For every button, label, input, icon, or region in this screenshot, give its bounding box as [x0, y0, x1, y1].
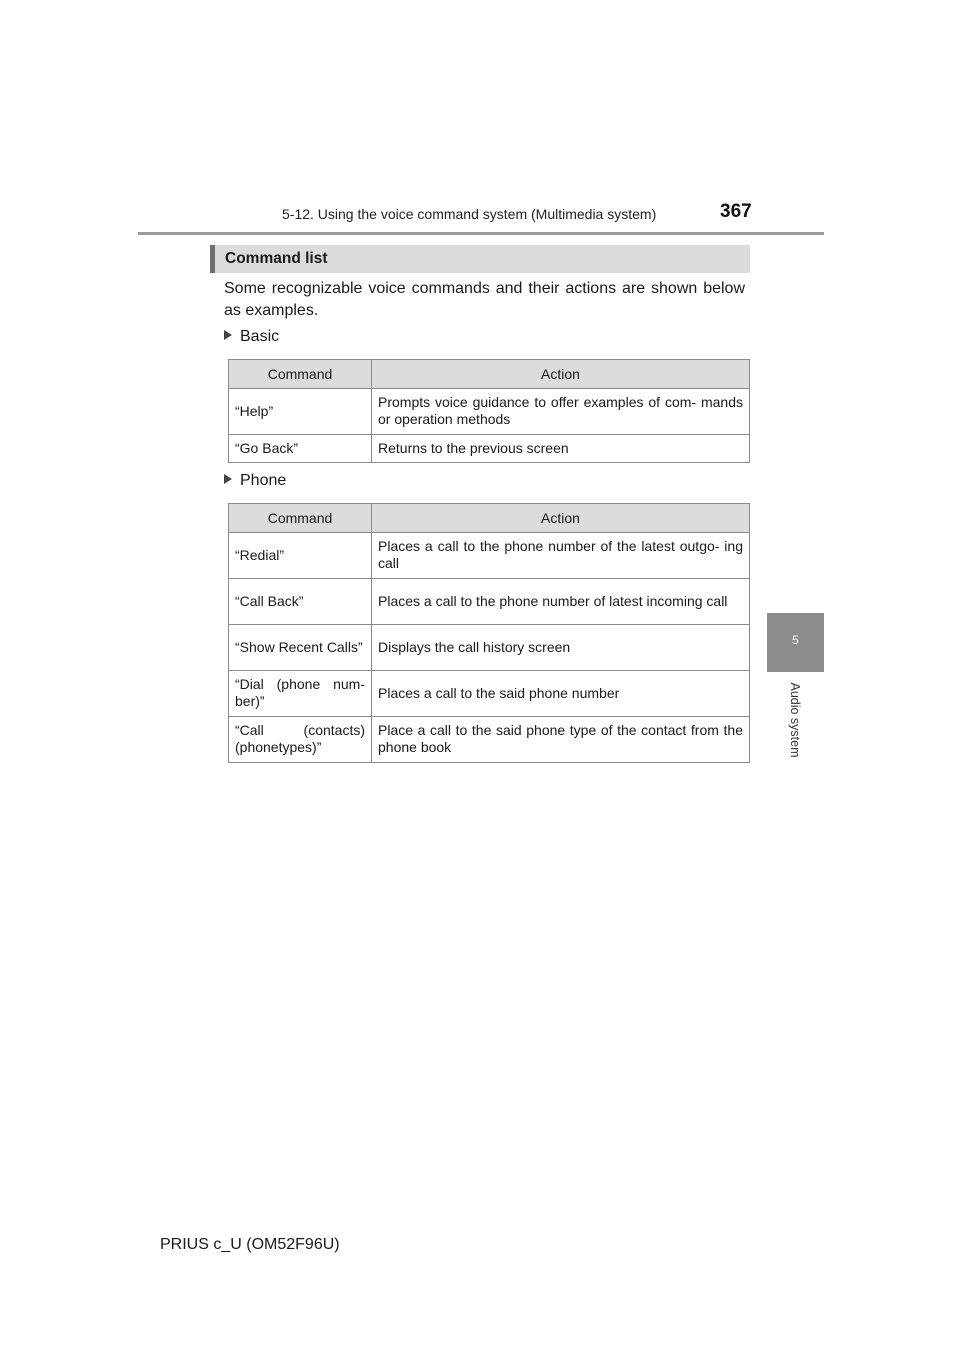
action-cell: Places a call to the phone number of latest incoming call	[372, 579, 750, 625]
action-cell: Places a call to the said phone number	[372, 671, 750, 717]
column-header-command: Command	[229, 360, 372, 389]
header-section-title: 5-12. Using the voice command system (Multimedia system)	[282, 206, 657, 222]
column-header-action: Action	[372, 360, 750, 389]
table-row	[229, 435, 750, 463]
table-header-row	[229, 504, 750, 533]
basic-subheading	[224, 328, 279, 346]
command-cell: “Call Back”	[229, 579, 372, 625]
command-cell: “Go Back”	[229, 435, 372, 463]
chapter-label-text: Audio system	[788, 682, 802, 758]
command-cell: “Call (contacts) (phonetypes)”	[229, 717, 372, 763]
table-row	[229, 625, 750, 671]
command-cell: “Redial”	[229, 533, 372, 579]
phone-command-table	[228, 503, 750, 763]
action-cell: Displays the call history screen	[372, 625, 750, 671]
section-heading	[210, 245, 750, 273]
action-cell: Prompts voice guidance to offer examples of com- mands or operation methods	[372, 389, 750, 435]
footer-model-code: PRIUS c_U (OM52F96U)	[160, 1236, 340, 1253]
basic-subheading-text: Basic	[240, 328, 280, 345]
phone-subheading	[224, 472, 286, 490]
command-cell: “Dial (phone num- ber)”	[229, 671, 372, 717]
table-row	[229, 533, 750, 579]
header-rule	[138, 232, 824, 235]
chapter-tab	[767, 613, 824, 672]
action-cell: Returns to the previous screen	[372, 435, 750, 463]
triangle-bullet-icon	[224, 330, 232, 340]
table-row	[229, 389, 750, 435]
table-row	[229, 717, 750, 763]
chapter-number: 5	[792, 633, 799, 647]
table-header-row	[229, 360, 750, 389]
phone-subheading-text: Phone	[240, 472, 287, 489]
section-heading-text: Command list	[225, 250, 328, 267]
basic-command-table	[228, 359, 750, 463]
command-cell: “Help”	[229, 389, 372, 435]
action-cell: Places a call to the phone number of the latest outgo- ing call	[372, 533, 750, 579]
column-header-action: Action	[372, 504, 750, 533]
column-header-command: Command	[229, 504, 372, 533]
page-number: 367	[720, 201, 752, 222]
action-cell: Place a call to the said phone type of the contact from the phone book	[372, 717, 750, 763]
intro-paragraph: Some recognizable voice commands and their actions are shown below as examples.	[224, 280, 745, 319]
table-row	[229, 579, 750, 625]
triangle-bullet-icon	[224, 474, 232, 484]
table-row	[229, 671, 750, 717]
command-cell: “Show Recent Calls”	[229, 625, 372, 671]
